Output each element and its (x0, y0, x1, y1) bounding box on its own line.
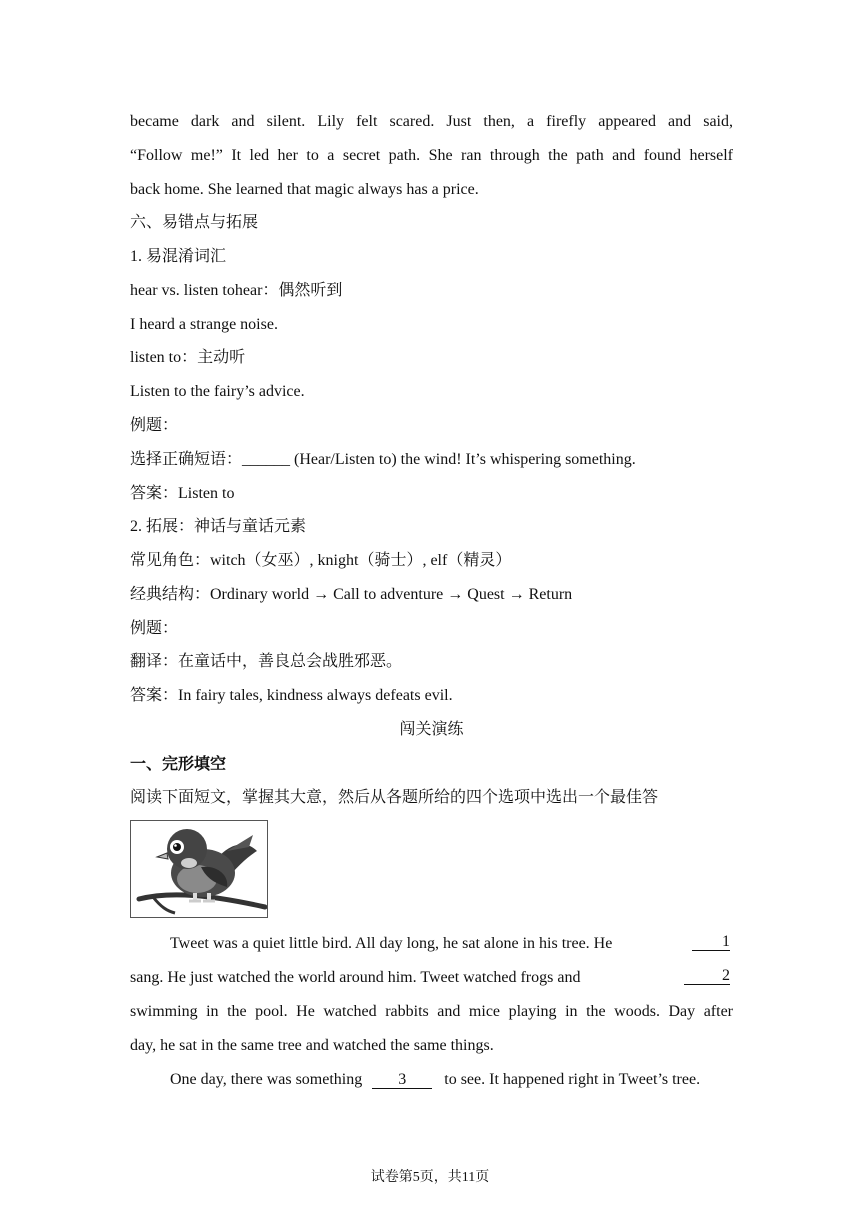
bird-illustration (130, 820, 268, 918)
subsection-heading: 1. 易混淆词汇 (130, 248, 227, 265)
passage-line: back home. She learned that magic always has a price. (130, 181, 479, 198)
instruction-line: 阅读下面短文，掌握其大意，然后从各题所给的四个选项中选出一个最佳答 (130, 789, 659, 806)
structure-line: 经典结构：Ordinary world → Call to adventure → Quest → Return (130, 586, 573, 603)
example-label: 例题： (130, 417, 179, 434)
translation-line: 翻译：在童话中，善良总会战胜邪恶。 (130, 653, 403, 670)
passage-line: “Follow me!” It led her to a secret path. She ran through the path and found herself (130, 147, 733, 164)
bird-icon (131, 821, 267, 917)
vocab-line: listen to：主动听 (130, 349, 246, 366)
cloze-text: sang. He just watched the world around him. Tweet watched frogs and (130, 969, 581, 986)
example-label: 例题： (130, 620, 179, 637)
practice-title: 闯关演练 (399, 721, 464, 738)
answer-line: 答案：Listen to (130, 485, 235, 502)
answer-line: 答案：In fairy tales, kindness always defeats evil. (130, 687, 453, 704)
example-sentence: I heard a strange noise. (130, 316, 278, 333)
question-blank: ______ (242, 451, 291, 468)
question-line (130, 450, 636, 470)
cloze-line (170, 1070, 700, 1090)
cloze-line: day, he sat in the same tree and watched the same things. (130, 1037, 494, 1054)
question-text: (Hear/Listen to) the wind! It’s whispering something. (290, 451, 636, 468)
part-heading: 一、完形填空 (130, 754, 227, 773)
cloze-blank-2[interactable]: 2 (684, 968, 730, 985)
cloze-text: Tweet was a quiet little bird. All day long, he sat alone in his tree. He (170, 935, 613, 952)
cloze-blank-3[interactable]: 3 (372, 1072, 432, 1089)
vocab-line: hear vs. listen tohear：偶然听到 (130, 282, 343, 299)
cloze-line: swimming in the pool. He watched rabbits and mice playing in the woods. Day after (130, 1003, 733, 1020)
section-heading: 六、易错点与拓展 (130, 214, 259, 231)
passage-line: became dark and silent. Lily felt scared. Just then, a firefly appeared and said, (130, 113, 733, 130)
subsection-heading: 2. 拓展：神话与童话元素 (130, 518, 307, 535)
example-sentence: Listen to the fairy’s advice. (130, 383, 305, 400)
cloze-text: to see. It happened right in Tweet’s tree. (444, 1071, 701, 1088)
roles-line: 常见角色：witch（女巫）, knight（骑士）, elf（精灵） (130, 552, 512, 569)
question-prefix: 选择正确短语： (130, 451, 243, 468)
page-footer: 试卷第5页，共11页 (370, 1170, 490, 1185)
cloze-text: One day, there was something (170, 1071, 363, 1088)
cloze-blank-1[interactable]: 1 (692, 934, 730, 951)
cloze-line (130, 968, 733, 988)
cloze-line (170, 934, 733, 954)
